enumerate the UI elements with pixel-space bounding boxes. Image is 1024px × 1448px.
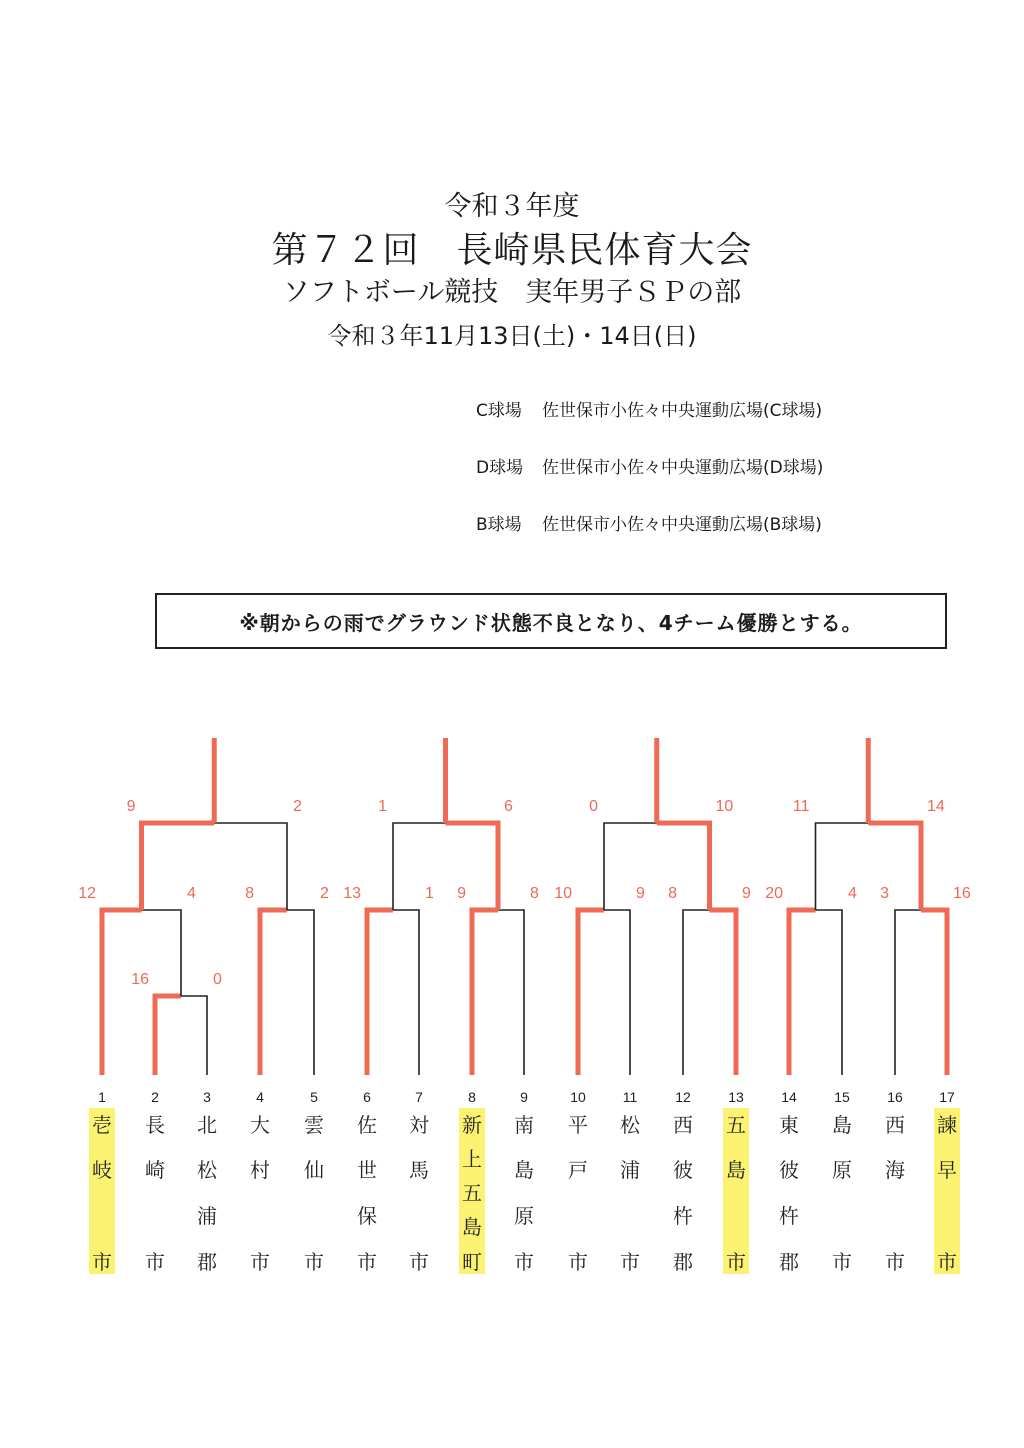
team-name-char: 市 (832, 1250, 852, 1274)
team-name-char: 新 (462, 1113, 482, 1137)
team-name-char: 杵 (779, 1204, 799, 1228)
score-label: 9 (742, 885, 751, 902)
team-name-char: 世 (357, 1158, 377, 1182)
score-label: 4 (187, 885, 196, 902)
team-name-char: 早 (937, 1158, 957, 1182)
team-number: 14 (781, 1089, 797, 1105)
team-name-char: 原 (514, 1204, 534, 1228)
team-name-char: 彼 (779, 1158, 799, 1182)
bracket-line-right (181, 996, 207, 1075)
bracket-line-left (604, 823, 657, 910)
notice-box (155, 593, 947, 649)
score-label: 4 (848, 885, 857, 902)
team (142, 1108, 168, 1274)
team-name-char: 松 (197, 1158, 217, 1182)
team (617, 1108, 643, 1274)
team-name-char: 長 (145, 1113, 165, 1137)
team-name-char: 郡 (673, 1250, 693, 1274)
score-label: 9 (457, 885, 466, 902)
team-name-char: 戸 (568, 1158, 588, 1182)
team-name-char: 馬 (409, 1158, 429, 1182)
team (301, 1108, 327, 1274)
team-champion (89, 1108, 115, 1274)
team-name-char: 西 (673, 1113, 693, 1137)
team-name-char: 郡 (779, 1250, 799, 1274)
team-number: 16 (887, 1089, 903, 1105)
score-label: 3 (880, 885, 889, 902)
team-name-char: 市 (568, 1250, 588, 1274)
team-champion (459, 1108, 485, 1274)
team-name-char: 五 (726, 1113, 746, 1137)
team-name-char: 仙 (304, 1158, 324, 1182)
team-name-char: 島 (514, 1158, 534, 1182)
score-label: 11 (792, 798, 810, 815)
team-name-char: 島 (832, 1113, 852, 1137)
team-name-char: 保 (357, 1204, 377, 1228)
team (247, 1108, 273, 1274)
venue-name: 佐世保市小佐々中央運動広場(B球場) (542, 515, 822, 535)
score-label: 8 (245, 885, 254, 902)
bracket-line-right (921, 910, 947, 1075)
team (829, 1108, 855, 1274)
team-name-char: 彼 (673, 1158, 693, 1182)
bracket-line-right (816, 910, 843, 1075)
team-name-char: 市 (620, 1250, 640, 1274)
team (776, 1108, 802, 1274)
team-number: 8 (468, 1089, 476, 1105)
notice-text: ※朝からの雨でグラウンド状態不良となり、4チーム優勝とする。 (239, 610, 863, 635)
bracket-line-left (260, 910, 287, 1075)
venue-code: B球場 (476, 515, 522, 535)
team-number: 4 (256, 1089, 264, 1105)
team-number: 13 (728, 1089, 744, 1105)
score-label: 8 (668, 885, 677, 902)
team-number: 10 (570, 1089, 586, 1105)
team-name-char: 壱 (92, 1113, 112, 1137)
bracket-line-left (142, 823, 215, 910)
bracket-line-right (498, 910, 524, 1075)
team-name-char: 浦 (620, 1158, 640, 1182)
score-label: 8 (530, 885, 539, 902)
venue-name: 佐世保市小佐々中央運動広場(D球場) (542, 458, 824, 478)
team-name-char: 市 (409, 1250, 429, 1274)
team-number: 17 (939, 1089, 955, 1105)
team-number: 7 (415, 1089, 423, 1105)
team (511, 1108, 537, 1274)
team-name-char: 島 (726, 1158, 746, 1182)
bracket-line-left (155, 996, 181, 1075)
team-name-char: 浦 (197, 1204, 217, 1228)
team-name-char: 五 (462, 1181, 482, 1205)
team-name-char: 佐 (357, 1113, 377, 1137)
team-name-char: 島 (462, 1215, 482, 1239)
bracket-line-left (816, 823, 869, 910)
venue-b (476, 510, 822, 535)
team-number: 1 (98, 1089, 106, 1105)
team-name-char: 岐 (92, 1158, 112, 1182)
bracket-line-left (683, 910, 710, 1075)
team-name-char: 村 (250, 1158, 270, 1182)
team-name-char: 雲 (304, 1113, 324, 1137)
team-name-char: 市 (357, 1250, 377, 1274)
score-label: 9 (636, 885, 645, 902)
team-name-char: 市 (514, 1250, 534, 1274)
bracket-line-left (789, 910, 816, 1075)
bracket-line-right (287, 910, 314, 1075)
team-name-char: 西 (885, 1113, 905, 1137)
team-name-char: 海 (885, 1158, 905, 1182)
team-number: 12 (675, 1089, 691, 1105)
bracket-line-left (472, 910, 498, 1075)
score-label: 1 (425, 885, 434, 902)
team-name-char: 市 (726, 1250, 746, 1274)
team (354, 1108, 380, 1274)
team (565, 1108, 591, 1274)
event-dates: 令和３年11月13日(土)・14日(日) (327, 322, 697, 350)
team-name-char: 諫 (937, 1113, 957, 1137)
team-name-char: 原 (832, 1158, 852, 1182)
score-label: 6 (504, 798, 513, 815)
tournament-title: 第７２回 長崎県民体育大会 (271, 230, 753, 271)
score-label: 12 (78, 885, 96, 902)
team-name-char: 平 (568, 1113, 588, 1137)
team-name-char: 東 (779, 1113, 799, 1137)
team-number: 2 (151, 1089, 159, 1105)
team-name-char: 市 (885, 1250, 905, 1274)
bracket-line-left (895, 910, 921, 1075)
header-year: 令和３年度 (444, 191, 580, 222)
bracket-line-left (393, 823, 446, 910)
score-label: 9 (126, 798, 136, 815)
score-label: 14 (927, 798, 945, 815)
score-label: 2 (293, 798, 302, 815)
team (406, 1108, 432, 1274)
team-number: 11 (622, 1089, 638, 1105)
score-label: 20 (765, 885, 783, 902)
bracket-line-left (367, 910, 393, 1075)
bracket-line-left (102, 910, 142, 1075)
team-name-char: 市 (304, 1250, 324, 1274)
score-label: 0 (213, 971, 222, 988)
team (194, 1108, 220, 1274)
team-name-char: 大 (250, 1113, 270, 1137)
venue-code: C球場 (476, 401, 522, 421)
team (670, 1108, 696, 1274)
team (882, 1108, 908, 1274)
score-label: 1 (378, 798, 387, 815)
team-number: 6 (363, 1089, 371, 1105)
team-name-char: 北 (197, 1113, 217, 1137)
team-name-char: 町 (462, 1250, 482, 1274)
tournament-bracket (0, 720, 1024, 1120)
bracket-line-right (710, 910, 737, 1075)
venue-name: 佐世保市小佐々中央運動広場(C球場) (542, 401, 823, 421)
team-name-char: 南 (514, 1113, 534, 1137)
team-name-char: 市 (92, 1250, 112, 1274)
score-label: 10 (715, 798, 734, 815)
team-name-char: 市 (937, 1250, 957, 1274)
team-champion (723, 1108, 749, 1274)
team-name-char: 市 (145, 1250, 165, 1274)
bracket-line-right (657, 823, 710, 910)
score-label: 0 (589, 798, 598, 815)
bracket-line-right (393, 910, 419, 1075)
score-label: 2 (320, 885, 329, 902)
team-name-char: 郡 (197, 1250, 217, 1274)
score-label: 16 (131, 971, 149, 988)
score-label: 16 (953, 885, 971, 902)
team-name-char: 上 (462, 1147, 482, 1171)
team-number: 5 (310, 1089, 318, 1105)
bracket-line-right (868, 823, 921, 910)
bracket-line-right (604, 910, 630, 1075)
bracket-line-left (578, 910, 604, 1075)
team-number: 3 (203, 1089, 211, 1105)
event-subtitle: ソフトボール競技 実年男子ＳＰの部 (282, 277, 742, 308)
team-name-char: 対 (409, 1113, 429, 1137)
team-number: 9 (520, 1089, 528, 1105)
team-name-char: 松 (620, 1113, 640, 1137)
venue-d (476, 453, 823, 478)
team-number: 15 (834, 1089, 850, 1105)
venue-code: D球場 (476, 458, 524, 478)
team-name-char: 杵 (673, 1204, 693, 1228)
bracket-line-right (446, 823, 499, 910)
score-label: 13 (343, 885, 361, 902)
score-label: 10 (554, 885, 572, 902)
team-champion (934, 1108, 960, 1274)
venue-c (476, 396, 822, 421)
team-name-char: 崎 (145, 1158, 165, 1182)
team-name-char: 市 (250, 1250, 270, 1274)
